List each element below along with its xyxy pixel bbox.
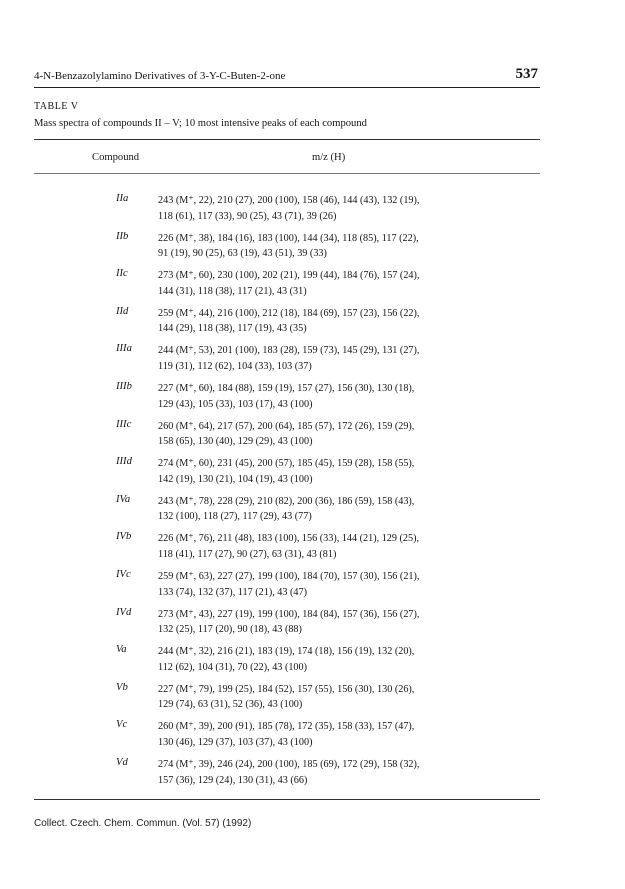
table-top-rule: [34, 139, 540, 140]
table-row: [0, 569, 625, 607]
mass-peaks: [158, 569, 498, 600]
table-row: [0, 719, 625, 757]
mass-peaks-line: 144 (29), 118 (38), 117 (19), 43 (35): [158, 323, 307, 335]
compound-id: IIIb: [116, 381, 132, 392]
mass-peaks-line: 274 (M⁺, 39), 246 (24), 200 (100), 185 (69), 172 (29), 158 (32),: [158, 759, 420, 770]
column-header-compound: Compound: [92, 152, 140, 163]
mass-peaks-line: 274 (M⁺, 60), 231 (45), 200 (57), 185 (45), 159 (28), 158 (55),: [158, 458, 415, 470]
mass-peaks: [158, 419, 498, 450]
mass-peaks-line: 273 (M⁺, 60), 230 (100), 202 (21), 199 (44), 184 (76), 157 (24),: [158, 270, 420, 282]
mass-peaks-line: 260 (M⁺, 64), 217 (57), 200 (64), 185 (57), 172 (26), 159 (29),: [158, 420, 415, 432]
mass-peaks: [158, 456, 498, 487]
table-row: [0, 757, 625, 795]
table-row: [0, 494, 625, 532]
mass-peaks: [158, 306, 498, 337]
mass-peaks: [158, 381, 498, 412]
mass-peaks-line: 227 (M⁺, 79), 199 (25), 184 (52), 157 (55), 156 (30), 130 (26),: [158, 683, 415, 695]
mass-peaks: [158, 757, 498, 788]
mass-peaks-line: 157 (36), 129 (24), 130 (31), 43 (66): [158, 774, 308, 786]
table-row: [0, 381, 625, 419]
mass-peaks-line: 142 (19), 130 (21), 104 (19), 43 (100): [158, 473, 313, 485]
mass-peaks-line: 243 (M⁺, 22), 210 (27), 200 (100), 158 (46), 144 (43), 132 (19),: [158, 195, 420, 206]
mass-peaks: [158, 607, 498, 638]
table-row: [0, 343, 625, 381]
mass-peaks: [158, 531, 498, 562]
compound-id: IVd: [116, 606, 132, 618]
column-header-mz: m/z (H): [312, 152, 346, 163]
table-header-rule: [34, 173, 540, 174]
compound-id: Vc: [116, 719, 128, 731]
running-title: 4-N-Benzazolylamino Derivatives of 3-Y-C-Buten-2-one: [34, 70, 286, 82]
mass-peaks-line: 158 (65), 130 (40), 129 (29), 43 (100): [158, 436, 313, 448]
compound-id: IIId: [116, 456, 132, 468]
mass-peaks-line: 244 (M⁺, 32), 216 (21), 183 (19), 174 (18), 156 (19), 132 (20),: [158, 646, 415, 658]
mass-peaks: [158, 343, 498, 374]
mass-peaks-line: 243 (M⁺, 78), 228 (29), 210 (82), 200 (36), 186 (59), 158 (43),: [158, 495, 415, 507]
mass-peaks-line: 244 (M⁺, 53), 201 (100), 183 (28), 159 (73), 145 (29), 131 (27),: [158, 345, 420, 357]
mass-peaks-line: 226 (M⁺, 76), 211 (48), 183 (100), 156 (33), 144 (21), 129 (25),: [158, 533, 420, 545]
mass-peaks-line: 144 (31), 118 (38), 117 (21), 43 (31): [158, 285, 307, 297]
compound-id: Vd: [116, 757, 128, 768]
mass-peaks: [158, 494, 498, 525]
mass-peaks-line: 226 (M⁺, 38), 184 (16), 183 (100), 144 (34), 118 (85), 117 (22),: [158, 232, 419, 244]
mass-peaks-line: 273 (M⁺, 43), 227 (19), 199 (100), 184 (84), 157 (36), 156 (27),: [158, 608, 420, 620]
mass-peaks-line: 112 (62), 104 (31), 70 (22), 43 (100): [158, 661, 308, 673]
mass-peaks-line: 259 (M⁺, 63), 227 (27), 199 (100), 184 (70), 157 (30), 156 (21),: [158, 571, 420, 582]
mass-peaks: [158, 231, 498, 262]
mass-peaks-line: 118 (41), 117 (27), 90 (27), 63 (31), 43 (81): [158, 548, 337, 560]
mass-peaks-line: 129 (74), 63 (31), 52 (36), 43 (100): [158, 699, 303, 711]
table-row: [0, 419, 625, 457]
compound-id: IId: [116, 305, 129, 317]
mass-peaks-line: 133 (74), 132 (37), 117 (21), 43 (47): [158, 586, 308, 598]
mass-peaks-line: 132 (25), 117 (20), 90 (18), 43 (88): [158, 624, 302, 636]
compound-id: IIIc: [116, 418, 132, 430]
page-number: 537: [515, 66, 538, 82]
mass-peaks: [158, 268, 498, 299]
table-row: [0, 682, 625, 720]
compound-id: IIc: [116, 268, 128, 280]
compound-id: IIa: [116, 193, 129, 204]
mass-peaks-line: 132 (100), 118 (27), 117 (29), 43 (77): [158, 511, 312, 523]
compound-id: IIIa: [116, 343, 132, 355]
mass-peaks-line: 130 (46), 129 (37), 103 (37), 43 (100): [158, 736, 313, 748]
mass-peaks: [158, 644, 498, 675]
mass-peaks-line: 260 (M⁺, 39), 200 (91), 185 (78), 172 (35), 158 (33), 157 (47),: [158, 721, 415, 733]
mass-peaks-line: 129 (43), 105 (33), 103 (17), 43 (100): [158, 398, 313, 410]
mass-peaks: [158, 719, 498, 750]
table-caption: Mass spectra of compounds II – V; 10 most intensive peaks of each compound: [34, 118, 367, 129]
compound-id: IVc: [116, 569, 131, 580]
mass-peaks: [158, 682, 498, 713]
mass-peaks: [158, 193, 498, 224]
compound-id: IVa: [116, 493, 131, 505]
table-row: [0, 607, 625, 645]
table-label: TABLE V: [34, 101, 79, 112]
mass-peaks-line: 119 (31), 112 (62), 104 (33), 103 (37): [158, 360, 312, 372]
table-row: [0, 531, 625, 569]
journal-citation: Collect. Czech. Chem. Commun. (Vol. 57) (1992): [34, 818, 252, 829]
mass-peaks-line: 259 (M⁺, 44), 216 (100), 212 (18), 184 (69), 157 (23), 156 (22),: [158, 307, 420, 319]
compound-id: IVb: [116, 531, 132, 543]
table-row: [0, 231, 625, 269]
compound-id: Vb: [116, 681, 128, 693]
table-bottom-rule: [34, 799, 540, 800]
table-row: [0, 268, 625, 306]
running-head: [34, 66, 540, 88]
compound-id: Va: [116, 644, 127, 656]
table-row: [0, 644, 625, 682]
mass-peaks-line: 227 (M⁺, 60), 184 (88), 159 (19), 157 (27), 156 (30), 130 (18),: [158, 383, 415, 394]
table-row: [0, 193, 625, 231]
table-row: [0, 306, 625, 344]
mass-peaks-line: 118 (61), 117 (33), 90 (25), 43 (71), 39 (26): [158, 210, 337, 222]
table-row: [0, 456, 625, 494]
compound-id: IIb: [116, 230, 129, 242]
mass-peaks-line: 91 (19), 90 (25), 63 (19), 43 (51), 39 (33): [158, 248, 327, 260]
